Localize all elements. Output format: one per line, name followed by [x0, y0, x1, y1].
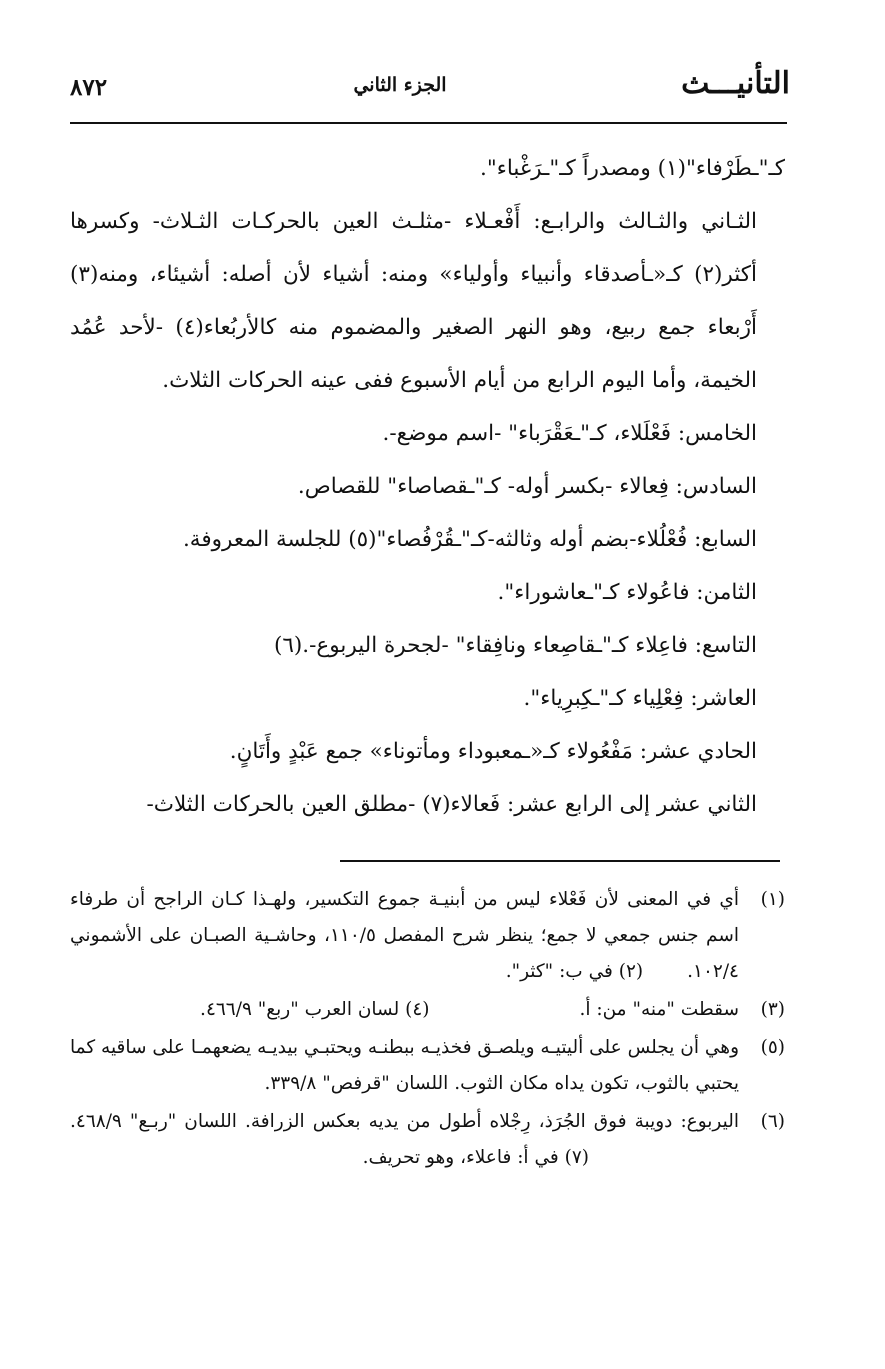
footnote-number: (٧): [564, 1147, 589, 1168]
text-line-1: كـ"ـطَرْفاء"(١) ومصدراً كـ"ـرَغْباء".: [480, 156, 785, 181]
text-line-10: الثاني عشر إلى الرابع عشر: فَعالاء(٧) -مطلق العين بالحركات الثلاث-: [146, 792, 757, 817]
footnote-number: (٤): [405, 999, 430, 1020]
text-line-8: العاشر: فِعْلِياء كـ"ـكِبرِياء".: [523, 686, 757, 711]
footnote-5: [70, 1030, 785, 1102]
volume-label: الجزء الثاني: [353, 74, 447, 96]
footnote-text: [70, 882, 739, 990]
chapter-title: التأنيـــث: [681, 66, 790, 101]
footnote-2-inline: [506, 954, 643, 990]
footnote-7-inline: [363, 1140, 589, 1176]
text-line-6: الثامن: فاعُولاء كـ"ـعاشوراء".: [497, 580, 757, 605]
footnote-text-part: في أ: فاعلاء، وهو تحريف.: [362, 1147, 559, 1168]
text-line-3: الخامس: فَعْلَلاء، كـ"ـعَقْرَباء" -اسم موضع-.: [382, 421, 757, 446]
footnote-6: [70, 1104, 785, 1176]
footnote-text-part: لسان العرب "ربع" ٤٦٦/٩.: [200, 999, 400, 1020]
footnote-divider: [340, 860, 780, 862]
footnote-number: (٢): [618, 961, 644, 982]
footnote-text-part: سقطت "منه" من: أ.: [579, 999, 739, 1020]
footnote-3: [70, 992, 785, 1028]
footnote-1: [70, 882, 785, 990]
text-line-4: السادس: فِعالاء -بكسر أوله- كـ"ـقصاصاء" للقصاص.: [297, 474, 757, 499]
footnote-number: (١): [760, 889, 785, 910]
footnotes: [70, 882, 785, 1176]
page-number: ٨٧٢: [70, 74, 108, 101]
text-line-7: التاسع: فاعِلاء كـ"ـقاصِعاء ونافِقاء" -لجحرة اليربوع-.(٦): [273, 633, 757, 658]
text-paragraph-2: الثـاني والثـالث والرابـع: أَفْعـلاء -مثلـث العين بالحركـات الثـلاث- وكسرها أكثر(٢) كـ«ـأصدقاء وأنبياء وأولياء» ومنه: أشياء لأن أصله: أشيئاء، ومنه(٣) أَرْبعاء جمع ربيع، وهو النهر الصغير والمضموم منه كالأربُعاء(٤) -لأحد عُمُد الخيمة، وأما اليوم الرابع من أيام الأسبوع ففى عينه الحركات الثلاث.: [70, 209, 757, 393]
footnote-text: [70, 992, 739, 1028]
footnote-number: (٦): [760, 1111, 785, 1132]
header-divider: [70, 122, 787, 124]
footnote-4-inline: [200, 992, 429, 1028]
footnote-number: (٣): [760, 999, 785, 1020]
footnote-text: وهي أن يجلس على أليتيـه ويلصـق فخذيـه ببطنـه ويحتبـي بيديـه يضعهمـا على ساقيه كما يحتبي بالثوب، تكون يداه مكان الثوب. اللسان "قرفص" ٣٣٩/٨.: [70, 1037, 739, 1094]
text-line-9: الحادي عشر: مَفْعُولاء كـ«ـمعبوداء ومأتوناء» جمع عَبْدٍ وأَتَانٍ.: [229, 739, 757, 764]
footnote-text-part: أي في المعنى لأن فَعْلاء ليس من أبنيـة جموع التكسير، ولهـذا كـان الراجح أن طرفاء اسم جنس جمعي لا جمع؛ ينظر شرح المفصل ١١٠/٥، وحاشـية الصبـان على الأشموني ١٠٢/٤.: [70, 889, 739, 982]
main-text: [70, 142, 785, 831]
text-line-5: السابع: فُعْلُلاء-بضم أوله وثالثه-كـ"ـقُرْفُصاء"(٥) للجلسة المعروفة.: [182, 527, 757, 552]
page-header: [70, 60, 790, 114]
footnote-number: (٥): [760, 1037, 785, 1058]
footnote-text-part: اليربوع: دويبة فوق الجُرَذ، رِجْلاه أطول من يديه بعكس الزرافة. اللسان "ربـع" ٤٦٨/٩.: [70, 1111, 739, 1132]
footnote-text: [70, 1104, 739, 1176]
footnote-text-part: في ب: "كثر".: [505, 961, 613, 982]
